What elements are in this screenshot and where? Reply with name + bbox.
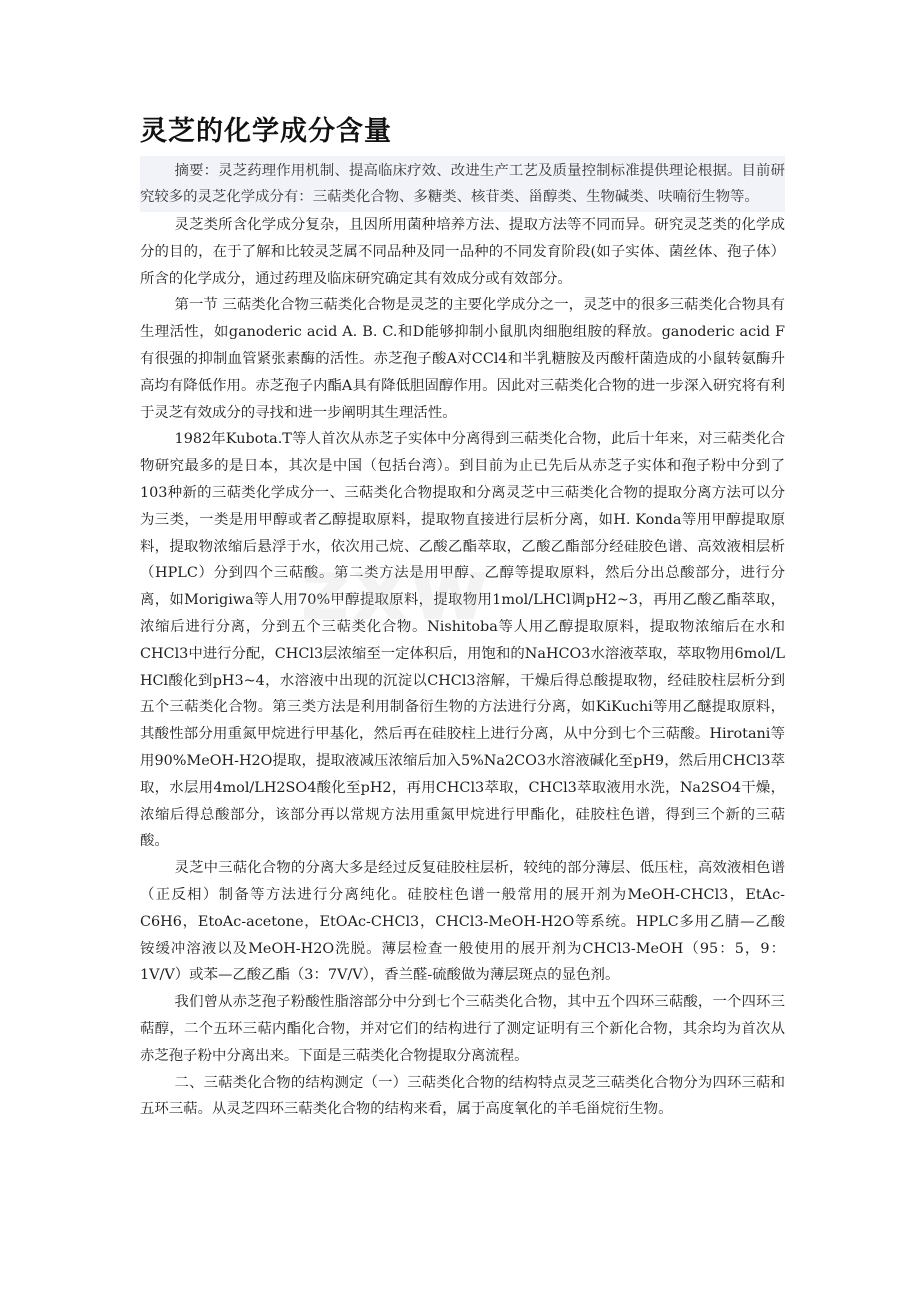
body-paragraph-1: 灵芝类所含化学成分复杂，且因所用菌种培养方法、提取方法等不同而异。研究灵芝类的化学成分的目的，在于了解和比较灵芝属不同品种及同一品种的不同发育阶段(如子实体、菌丝体、孢子体）所含的化学成分，通过药理及临床研究确定其有效成分或有效部分。	[140, 217, 785, 287]
watermark: zxw	[300, 540, 491, 640]
body-paragraph-4: 灵芝中三萜化合物的分离大多是经过反复硅胶柱层析，较纯的部分薄层、低压柱，高效液相色谱（正反相）制备等方法进行分离纯化。硅胶柱色谱一般常用的展开剂为MeOH-CHCl3，EtAc-C6H6，EtoAc-acetone，EtOAc-CHCl3，CHCl3-MeOH-H2O等系统。HPLC多用乙腈—乙酸铵缓冲溶液以及MeOH-H2O洗脱。薄层检查一般使用的展开剂为CHCl3-MeOH（95：5，9：1V/V）或苯—乙酸乙酯（3：7V/V），香兰醛-硫酸做为薄层斑点的显色剂。	[140, 860, 785, 984]
body-paragraph-5: 我们曾从赤芝孢子粉酸性脂溶部分中分到七个三萜类化合物，其中五个四环三萜酸，一个四环三萜醇，二个五环三萜内酯化合物，并对它们的结构进行了测定证明有三个新化合物，其余均为首次从赤芝孢子粉中分离出来。下面是三萜类化合物提取分离流程。	[140, 994, 785, 1064]
document-title: 灵芝的化学成分含量	[140, 116, 392, 147]
document-page	[140, 112, 785, 1123]
body-paragraph-2: 第一节 三萜类化合物三萜类化合物是灵芝的主要化学成分之一，灵芝中的很多三萜类化合物具有生理活性，如ganoderic acid A. B. C.和D能够抑制小鼠肌肉细胞组胺的释放。ganoderic acid F有很强的抑制血管紧张素酶的活性。赤芝孢子酸A对CCl4和半乳糖胺及丙酸杆菌造成的小鼠转氨酶升高均有降低作用。赤芝孢子内酯A具有降低胆固醇作用。因此对三萜类化合物的进一步深入研究将有利于灵芝有效成分的寻找和进一步阐明其生理活性。	[140, 297, 785, 421]
body-paragraph-3: 1982年Kubota.T等人首次从赤芝子实体中分离得到三萜类化合物，此后十年来，对三萜类化合物研究最多的是日本，其次是中国（包括台湾）。到目前为止已先后从赤芝子实体和孢子粉中分到了103种新的三萜类化学成分一、三萜类化合物提取和分离灵芝中三萜类化合物的提取分离方法可以分为三类，一类是用甲醇或者乙醇提取原料，提取物直接进行层析分离，如H. Konda等用甲醇提取原料，提取物浓缩后悬浮于水，依次用己烷、乙酸乙酯萃取，乙酸乙酯部分经硅胶色谱、高效液相层析（HPLC）分到四个三萜酸。第二类方法是用甲醇、乙醇等提取原料，然后分出总酸部分，进行分离，如Morigiwa等人用70%甲醇提取原料，提取物用1mol/LHCl调pH2~3，再用乙酸乙酯萃取，浓缩后进行分离，分到五个三萜类化合物。Nishitoba等人用乙醇提取原料，提取物浓缩后在水和CHCl3中进行分配，CHCl3层浓缩至一定体积后，用饱和的NaHCO3水溶液萃取，萃取物用6mol/L HCl酸化到pH3~4，水溶液中出现的沉淀以CHCl3溶解，干燥后得总酸提取物，经硅胶柱层析分到五个三萜类化合物。第三类方法是利用制备衍生物的方法进行分离，如KiKuchi等用乙醚提取原料，其酸性部分用重氮甲烷进行甲基化，然后再在硅胶柱上进行分离，从中分到七个三萜酸。Hirotani等用90%MeOH-H2O提取，提取液减压浓缩后加入5%Na2CO3水溶液碱化至pH9，然后用CHCl3萃取，水层用4mol/LH2SO4酸化至pH2，再用CHCl3萃取，CHCl3萃取液用水洗，Na2SO4干燥，浓缩后得总酸部分，该部分再以常规方法用重氮甲烷进行甲酯化，硅胶柱色谱，得到三个新的三萜酸。	[140, 431, 785, 850]
abstract-paragraph: 摘要：灵芝药理作用机制、提高临床疗效、改进生产工艺及质量控制标准提供理论根据。目前研究较多的灵芝化学成分有：三萜类化合物、多糖类、核苷类、甾醇类、生物碱类、呋喃衍生物等。	[140, 156, 785, 212]
body-paragraph-6: 二、三萜类化合物的结构测定（一）三萜类化合物的结构特点灵芝三萜类化合物分为四环三萜和五环三萜。从灵芝四环三萜类化合物的结构来看，属于高度氧化的羊毛甾烷衍生物。	[140, 1074, 785, 1118]
